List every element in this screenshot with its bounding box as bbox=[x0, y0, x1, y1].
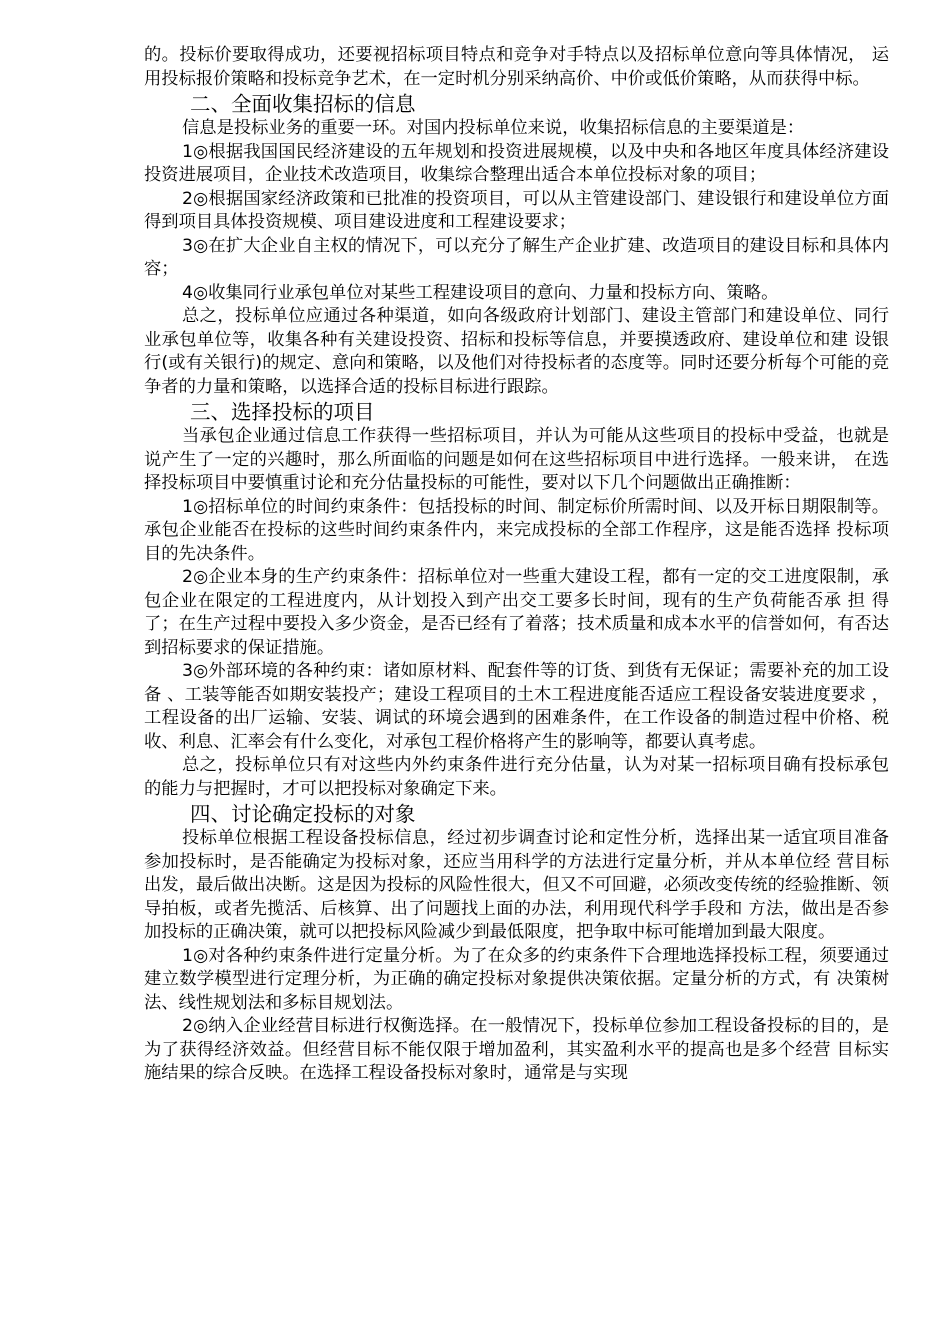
list-item: 2◎企业本身的生产约束条件：招标单位对一些重大建设工程，都有一定的交工进度限制，承包企业在限定的工程进度内，从计划投入到产出交工要多长时间，现有的生产负荷能否承 担 得了；在生产过程中要投入多少资金，是否已经有了着落；技术质量和成本水平的信誉如何，有否达到招标要求的保证措施。 bbox=[144, 567, 889, 658]
paragraph: 总之，投标单位应通过各种渠道，如向各级政府计划部门、建设主管部门和建设单位、同行业承包单位等，收集各种有关建设投资、招标和投标等信息，并要摸透政府、建设单位和建 设银行(或有关银行)的规定、意向和策略，以及他们对待投标者的态度等。同时还要分析每个可能的竞争者的力量和策略，以选择合适的投标目标进行跟踪。 bbox=[144, 306, 889, 397]
paragraph: 投标单位根据工程设备投标信息，经过初步调查讨论和定性分析，选择出某一适宜项目准备参加投标时，是否能确定为投标对象，还应当用科学的方法进行定量分析，并从本单位经 营目标出发，最后做出决断。这是因为投标的风险性很大，但又不可回避，必须改变传统的经验推断、领导拍板，或者先揽活、后核算、出了问题找上面的办法，利用现代科学手段和 方法，做出是否参加投标的正确决策，就可以把投标风险减少到最低限度，把争取中标可能增加到最大限度。 bbox=[144, 828, 889, 942]
section-heading: 二、全面收集招标的信息 bbox=[190, 92, 416, 116]
section-heading: 三、选择投标的项目 bbox=[190, 400, 375, 424]
paragraph: 总之，投标单位只有对这些内外约束条件进行充分估量，认为对某一招标项目确有投标承包的能力与把握时，才可以把投标对象确定下来。 bbox=[144, 755, 889, 799]
list-item: 1◎招标单位的时间约束条件：包括投标的时间、制定标价所需时间、以及开标日期限制等。承包企业能否在投标的这些时间约束条件内，来完成投标的全部工作程序，这是能否选择 投标项目的先决条件。 bbox=[144, 496, 889, 564]
list-item: 1◎根据我国国民经济建设的五年规划和投资进展规模，以及中央和各地区年度具体经济建设投资进展项目，企业技术改造项目，收集综合整理出适合本单位投标对象的项目； bbox=[144, 141, 889, 185]
list-item: 2◎纳入企业经营目标进行权衡选择。在一般情况下，投标单位参加工程设备投标的目的，是为了获得经济效益。但经营目标不能仅限于增加盈利，其实盈利水平的提高也是多个经营 目标实施结果的综合反映。在选择工程设备投标对象时，通常是与实现 bbox=[144, 1016, 889, 1083]
paragraph: 的。投标价要取得成功，还要视招标项目特点和竞争对手特点以及招标单位意向等具体情况， 运用投标报价策略和投标竞争艺术，在一定时机分别采纳高价、中价或低价策略，从而获得中标。 bbox=[144, 45, 889, 89]
paragraph: 当承包企业通过信息工作获得一些招标项目，并认为可能从这些项目的投标中受益，也就是说产生了一定的兴趣时，那么所面临的问题是如何在这些招标项目中进行选择。一般来讲， 在选择投标项目中要慎重讨论和充分估量投标的可能性，要对以下几个问题做出正确推断： bbox=[144, 426, 889, 493]
paragraph: 信息是投标业务的重要一环。对国内投标单位来说，收集招标信息的主要渠道是： bbox=[182, 118, 805, 138]
section-heading: 四、讨论确定投标的对象 bbox=[190, 802, 416, 826]
list-item: 2◎根据国家经济政策和已批准的投资项目，可以从主管建设部门、建设银行和建设单位方面得到项目具体投资规模、项目建设进度和工程建设要求； bbox=[144, 188, 889, 232]
document-body bbox=[144, 44, 889, 1086]
list-item: 3◎在扩大企业自主权的情况下，可以充分了解生产企业扩建、改造项目的建设目标和具体内容； bbox=[144, 235, 889, 279]
list-item: 1◎对各种约束条件进行定量分析。为了在众多的约束条件下合理地选择投标工程，须要通过建立数学模型进行定理分析，为正确的确定投标对象提供决策依据。定量分析的方式，有 决策树法、线性规划法和多标目规划法。 bbox=[144, 945, 889, 1013]
list-item: 4◎收集同行业承包单位对某些工程建设项目的意向、力量和投标方向、策略。 bbox=[182, 282, 779, 303]
list-item: 3◎外部环境的各种约束：诸如原材料、配套件等的订货、到货有无保证；需要补充的加工设备 、工装等能否如期安装投产；建设工程项目的土木工程进度能否适应工程设备安装进度要求 ，工程设备的出厂运输、安装、调试的环境会遇到的困难条件，在工作设备的制造过程中价格、税收、利息、汇率会有什么变化，对承包工程价格将产生的影响等，都要认真考虑。 bbox=[144, 661, 889, 752]
